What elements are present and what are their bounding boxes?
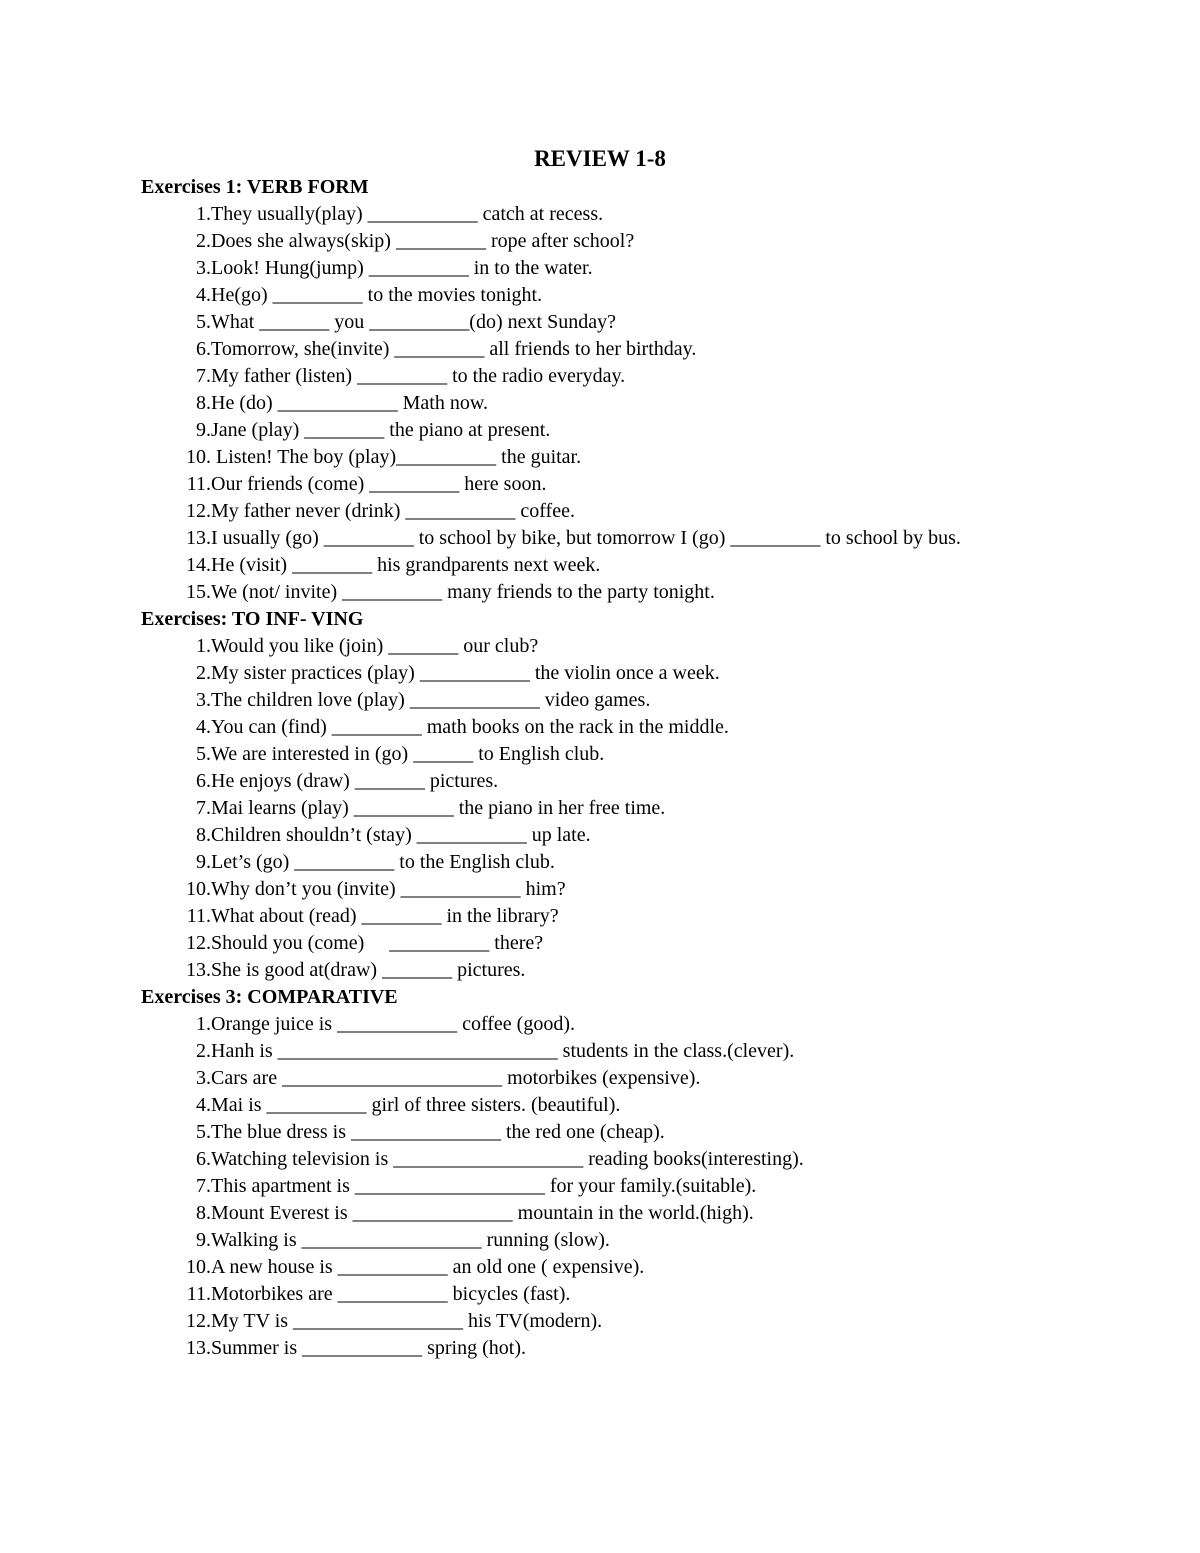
item-text: This apartment is ___________________ for your family.(suitable). — [211, 1175, 757, 1197]
exercise-item — [141, 525, 1061, 552]
exercise-item — [141, 822, 1061, 849]
item-number: 13. — [186, 959, 211, 981]
item-text: Summer is ____________ spring (hot). — [211, 1337, 526, 1359]
item-number: 6. — [196, 1148, 211, 1170]
exercise-item — [141, 1200, 1061, 1227]
exercise-item — [141, 1146, 1061, 1173]
exercise-item — [141, 741, 1061, 768]
item-number: 5. — [196, 743, 211, 765]
exercise-item — [141, 903, 1061, 930]
exercise-item — [141, 633, 1061, 660]
section-to-inf-ving — [141, 606, 1061, 984]
page-title: REVIEW 1-8 — [534, 146, 666, 171]
item-number: 3. — [196, 257, 211, 279]
item-text: He (do) ____________ Math now. — [211, 392, 489, 414]
item-number: 7. — [196, 1175, 211, 1197]
section-comparative — [141, 984, 1061, 1362]
exercise-item — [141, 849, 1061, 876]
section-heading: Exercises 1: VERB FORM — [141, 176, 369, 198]
exercise-list — [141, 201, 1061, 606]
item-text: Does she always(skip) _________ rope after school? — [211, 230, 635, 252]
item-text: Hanh is ____________________________ students in the class.(clever). — [211, 1040, 795, 1062]
item-text: My father never (drink) ___________ coffee. — [211, 500, 575, 522]
item-number: 10. — [186, 446, 211, 468]
item-number: 1. — [196, 635, 211, 657]
item-number: 12. — [186, 1310, 211, 1332]
exercise-item — [141, 1281, 1061, 1308]
item-number: 1. — [196, 1013, 211, 1035]
exercise-item — [141, 1065, 1061, 1092]
item-text: Orange juice is ____________ coffee (good). — [211, 1013, 575, 1035]
exercise-item — [141, 309, 1061, 336]
item-text: Let’s (go) __________ to the English club. — [211, 851, 555, 873]
item-text: What about (read) ________ in the library? — [211, 905, 559, 927]
item-number: 13. — [186, 527, 211, 549]
exercise-item — [141, 660, 1061, 687]
exercise-item — [141, 876, 1061, 903]
item-text: My TV is _________________ his TV(modern). — [211, 1310, 603, 1332]
item-text: What _______ you __________(do) next Sunday? — [211, 311, 616, 333]
exercise-item — [141, 282, 1061, 309]
exercise-item — [141, 579, 1061, 606]
item-text: You can (find) _________ math books on the rack in the middle. — [211, 716, 729, 738]
item-number: 2. — [196, 662, 211, 684]
item-text: Jane (play) ________ the piano at present. — [211, 419, 551, 441]
exercise-item — [141, 1335, 1061, 1362]
item-text: Mai learns (play) __________ the piano in her free time. — [211, 797, 666, 819]
exercise-item — [141, 363, 1061, 390]
item-number: 4. — [196, 284, 211, 306]
item-text: The children love (play) _____________ video games. — [211, 689, 651, 711]
item-number: 10. — [186, 1256, 211, 1278]
item-number: 2. — [196, 230, 211, 252]
item-text: Tomorrow, she(invite) _________ all friends to her birthday. — [211, 338, 697, 360]
item-number: 9. — [196, 851, 211, 873]
item-text: Motorbikes are ___________ bicycles (fast). — [211, 1283, 571, 1305]
item-text: She is good at(draw) _______ pictures. — [211, 959, 526, 981]
item-number: 4. — [196, 716, 211, 738]
exercise-item — [141, 1119, 1061, 1146]
item-number: 9. — [196, 1229, 211, 1251]
item-number: 11. — [186, 905, 211, 927]
worksheet-content — [141, 174, 1061, 1362]
item-number: 12. — [186, 500, 211, 522]
item-number: 15. — [186, 581, 211, 603]
item-text: He enjoys (draw) _______ pictures. — [211, 770, 499, 792]
item-number: 6. — [196, 338, 211, 360]
item-text: I usually (go) _________ to school by bike, but tomorrow I (go) _________ to school by bus. — [211, 527, 961, 549]
exercise-item — [141, 498, 1061, 525]
section-heading: Exercises: TO INF- VING — [141, 608, 364, 630]
exercise-item — [141, 687, 1061, 714]
item-number: 4. — [196, 1094, 211, 1116]
item-text: We are interested in (go) ______ to English club. — [211, 743, 605, 765]
item-number: 8. — [196, 1202, 211, 1224]
item-text: Children shouldn’t (stay) ___________ up late. — [211, 824, 591, 846]
item-number: 1. — [196, 203, 211, 225]
exercise-item — [141, 444, 1061, 471]
item-text: Should you (come) __________ there? — [211, 932, 544, 954]
item-number: 10. — [186, 878, 211, 900]
exercise-item — [141, 471, 1061, 498]
item-text: Mai is __________ girl of three sisters. (beautiful). — [211, 1094, 621, 1116]
item-text: Listen! The boy (play)__________ the guitar. — [211, 446, 582, 468]
section-heading: Exercises 3: COMPARATIVE — [141, 986, 398, 1008]
item-text: The blue dress is _______________ the red one (cheap). — [211, 1121, 665, 1143]
exercise-list — [141, 633, 1061, 984]
item-number: 7. — [196, 365, 211, 387]
item-number: 14. — [186, 554, 211, 576]
item-text: He(go) _________ to the movies tonight. — [211, 284, 543, 306]
item-text: Would you like (join) _______ our club? — [211, 635, 539, 657]
exercise-item — [141, 795, 1061, 822]
item-number: 11. — [186, 1283, 211, 1305]
exercise-list — [141, 1011, 1061, 1362]
section-verb-form — [141, 174, 1061, 606]
item-number: 6. — [196, 770, 211, 792]
exercise-item — [141, 1173, 1061, 1200]
item-number: 3. — [196, 1067, 211, 1089]
item-number: 3. — [196, 689, 211, 711]
item-number: 9. — [196, 419, 211, 441]
exercise-item — [141, 552, 1061, 579]
item-text: Look! Hung(jump) __________ in to the water. — [211, 257, 593, 279]
item-text: Our friends (come) _________ here soon. — [211, 473, 547, 495]
exercise-item — [141, 417, 1061, 444]
item-number: 7. — [196, 797, 211, 819]
exercise-item — [141, 201, 1061, 228]
exercise-item — [141, 1308, 1061, 1335]
exercise-item — [141, 768, 1061, 795]
item-text: Why don’t you (invite) ____________ him? — [211, 878, 566, 900]
exercise-item — [141, 714, 1061, 741]
item-number: 5. — [196, 311, 211, 333]
exercise-item — [141, 1254, 1061, 1281]
exercise-item — [141, 336, 1061, 363]
exercise-item — [141, 390, 1061, 417]
item-text: My father (listen) _________ to the radio everyday. — [211, 365, 626, 387]
item-number: 8. — [196, 824, 211, 846]
item-text: Watching television is ___________________ reading books(interesting). — [211, 1148, 804, 1170]
item-number: 13. — [186, 1337, 211, 1359]
exercise-item — [141, 1011, 1061, 1038]
item-number: 8. — [196, 392, 211, 414]
item-text: Cars are ______________________ motorbikes (expensive). — [211, 1067, 701, 1089]
exercise-item — [141, 228, 1061, 255]
item-text: My sister practices (play) ___________ the violin once a week. — [211, 662, 720, 684]
exercise-item — [141, 930, 1061, 957]
item-number: 5. — [196, 1121, 211, 1143]
item-number: 2. — [196, 1040, 211, 1062]
item-text: He (visit) ________ his grandparents next week. — [211, 554, 601, 576]
exercise-item — [141, 1092, 1061, 1119]
item-text: A new house is ___________ an old one ( expensive). — [211, 1256, 645, 1278]
item-number: 12. — [186, 932, 211, 954]
exercise-item — [141, 1038, 1061, 1065]
item-number: 11. — [186, 473, 211, 495]
item-text: Mount Everest is ________________ mountain in the world.(high). — [211, 1202, 754, 1224]
item-text: They usually(play) ___________ catch at recess. — [211, 203, 604, 225]
exercise-item — [141, 957, 1061, 984]
item-text: We (not/ invite) __________ many friends to the party tonight. — [211, 581, 715, 603]
exercise-item — [141, 255, 1061, 282]
exercise-item — [141, 1227, 1061, 1254]
item-text: Walking is __________________ running (slow). — [211, 1229, 610, 1251]
